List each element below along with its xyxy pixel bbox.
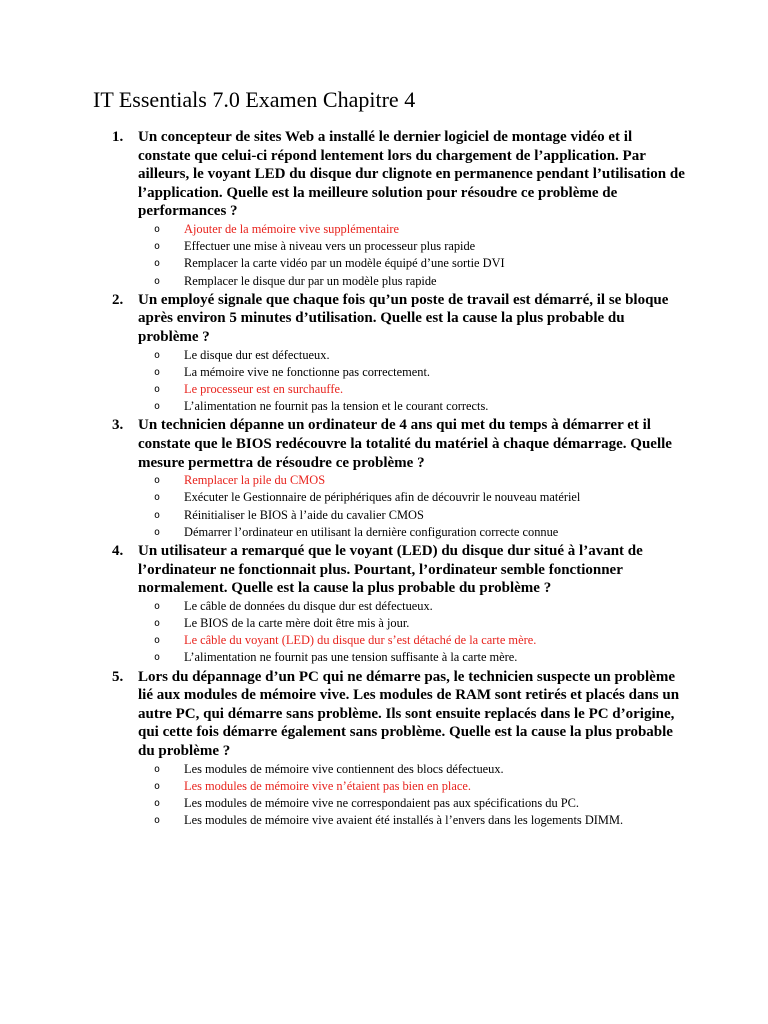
question-list xyxy=(108,128,688,830)
answer-option xyxy=(154,615,688,632)
bullet-icon: o xyxy=(154,763,161,775)
bullet-icon: o xyxy=(154,258,161,270)
question-number: 1. xyxy=(112,129,124,145)
answer-text: Les modules de mémoire vive ne correspondaient pas aux spécifications du PC. xyxy=(184,795,580,810)
document-title: IT Essentials 7.0 Examen Chapitre 4 xyxy=(93,87,416,112)
question-number: 3. xyxy=(112,417,124,434)
answer-text: Effectuer une mise à niveau vers un processeur plus rapide xyxy=(184,239,476,254)
question-text: Un employé signale que chaque fois qu’un poste de travail est démarré, il se bloque après environ 5 minutes d’utilisation. Quelle est la cause la plus probable du problème ? xyxy=(138,291,669,345)
answer-text: Le BIOS de la carte mère doit être mis à jour. xyxy=(184,615,410,630)
answer-option xyxy=(154,364,688,381)
answer-list xyxy=(138,761,688,830)
question-item xyxy=(108,668,688,830)
answer-option xyxy=(154,778,688,795)
answer-list xyxy=(138,472,688,541)
answer-option xyxy=(154,795,688,812)
bullet-icon: o xyxy=(154,509,161,521)
bullet-icon: o xyxy=(154,475,161,487)
question-text: Lors du dépannage d’un PC qui ne démarre pas, le technicien suspecte un problème lié aux modules de mémoire vive. Les modules de RAM sont retirés et placés dans un autre PC, qui démarre sans problème. Ils sont ensuite replacés dans le PC d’origine, qui cette fois démarre également sans problème. Quelle est la cause la plus probable du problème ? xyxy=(138,668,680,759)
answer-text: Exécuter le Gestionnaire de périphériques afin de découvrir le nouveau matériel xyxy=(184,490,581,505)
answer-list xyxy=(138,347,688,416)
answer-text: L’alimentation ne fournit pas une tension suffisante à la carte mère. xyxy=(184,650,518,665)
question-item xyxy=(108,128,688,290)
answer-text: Les modules de mémoire vive contiennent des blocs défectueux. xyxy=(184,761,504,776)
answer-text: Remplacer la pile du CMOS xyxy=(184,473,326,488)
answer-text: Les modules de mémoire vive n’étaient pas bien en place. xyxy=(184,778,471,793)
bullet-icon: o xyxy=(154,383,161,395)
answer-option xyxy=(154,221,688,238)
answer-option xyxy=(154,347,688,364)
answer-text: Démarrer l’ordinateur en utilisant la dernière configuration correcte connue xyxy=(184,524,559,539)
answer-list xyxy=(138,598,688,667)
answer-text: Remplacer le disque dur par un modèle plus rapide xyxy=(184,273,437,288)
answer-option xyxy=(154,381,688,398)
bullet-icon: o xyxy=(154,617,161,629)
answer-option xyxy=(154,472,688,489)
answer-option xyxy=(154,812,688,829)
bullet-icon: o xyxy=(154,492,161,504)
answer-text: Le disque dur est défectueux. xyxy=(184,347,330,362)
bullet-icon: o xyxy=(154,349,161,361)
answer-option xyxy=(154,238,688,255)
answer-text: Ajouter de la mémoire vive supplémentaire xyxy=(184,221,400,236)
bullet-icon: o xyxy=(154,815,161,827)
bullet-icon: o xyxy=(154,401,161,413)
answer-option xyxy=(154,255,688,272)
answer-option xyxy=(154,507,688,524)
question-text: Un technicien dépanne un ordinateur de 4 ans qui met du temps à démarrer et il constate que le BIOS redécouvre la totalité du matériel à chaque démarrage. Quelle mesure permettra de résoudre ce problème ? xyxy=(138,417,672,471)
bullet-icon: o xyxy=(154,241,161,253)
answer-text: Remplacer la carte vidéo par un modèle équipé d’une sortie DVI xyxy=(184,256,505,271)
answer-text: L’alimentation ne fournit pas la tension et le courant corrects. xyxy=(184,399,489,414)
bullet-icon: o xyxy=(154,275,161,287)
answer-text: Les modules de mémoire vive avaient été installés à l’envers dans les logements DIMM. xyxy=(184,813,624,828)
answer-text: La mémoire vive ne fonctionne pas correctement. xyxy=(184,364,430,379)
question-item xyxy=(108,542,688,667)
bullet-icon: o xyxy=(154,635,161,647)
answer-text: Réinitialiser le BIOS à l’aide du cavalier CMOS xyxy=(184,507,424,522)
question-item xyxy=(108,291,688,416)
answer-text: Le câble de données du disque dur est défectueux. xyxy=(184,598,433,613)
answer-text: Le processeur est en surchauffe. xyxy=(184,381,344,396)
answer-option xyxy=(154,649,688,666)
bullet-icon: o xyxy=(154,223,161,235)
answer-list xyxy=(138,221,688,290)
bullet-icon: o xyxy=(154,526,161,538)
answer-option xyxy=(154,524,688,541)
question-item xyxy=(108,416,688,541)
answer-option xyxy=(154,598,688,615)
answer-text: Le câble du voyant (LED) du disque dur s’est détaché de la carte mère. xyxy=(184,633,537,648)
question-number: 5. xyxy=(112,668,124,685)
question-number: 2. xyxy=(112,291,124,308)
question-text: Un utilisateur a remarqué que le voyant (LED) du disque dur situé à l’avant de l’ordinateur ne fonctionnait plus. Pourtant, l’ordinateur semble fonctionner normalement. Quelle est la cause la plus probable du problème ? xyxy=(138,542,643,597)
answer-option xyxy=(154,489,688,506)
bullet-icon: o xyxy=(154,797,161,809)
answer-option xyxy=(154,632,688,649)
question-number: 4. xyxy=(112,542,124,559)
answer-option xyxy=(154,273,688,290)
bullet-icon: o xyxy=(154,652,161,664)
bullet-icon: o xyxy=(154,366,161,378)
answer-option xyxy=(154,398,688,415)
question-text: Un concepteur de sites Web a installé le dernier logiciel de montage vidéo et il constate que celui-ci répond lentement lors du chargement de l’application. Par ailleurs, le voyant LED du disque dur clignote en permanence pendant l’utilisation de l’application. Quelle est la meilleure solution pour résoudre ce problème de performances ? xyxy=(138,129,685,220)
bullet-icon: o xyxy=(154,780,161,792)
answer-option xyxy=(154,761,688,778)
bullet-icon: o xyxy=(154,600,161,612)
